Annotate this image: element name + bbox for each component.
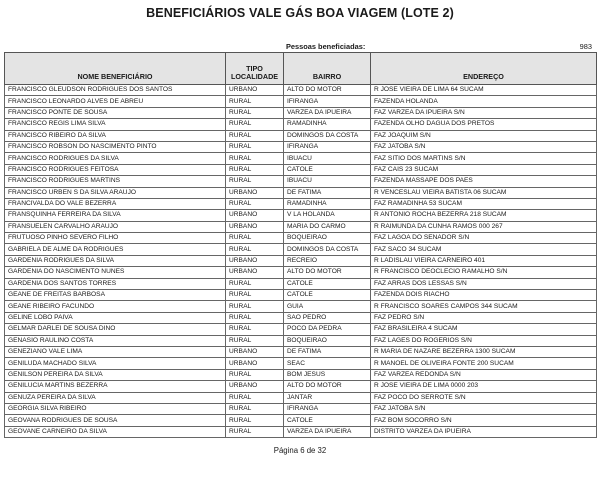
cell-bairro: POCO DA PEDRA (284, 324, 371, 335)
cell-nome: FRANCIVALDA DO VALE BEZERRA (5, 198, 226, 209)
cell-endereco: FAZ PEDRO S/N (371, 312, 597, 323)
cell-endereco: FAZ JATOBA S/N (371, 403, 597, 414)
cell-nome: FRANCISCO PONTE DE SOUSA (5, 107, 226, 118)
cell-nome: FRANCISCO GLEUDSON RODRIGUES DOS SANTOS (5, 85, 226, 96)
table-row (5, 85, 597, 96)
table-row (5, 346, 597, 357)
cell-tipo-localidade: RURAL (226, 153, 284, 164)
cell-tipo-localidade: RURAL (226, 335, 284, 346)
cell-bairro: RECREIO (284, 255, 371, 266)
cell-tipo-localidade: URBANO (226, 358, 284, 369)
table-row (5, 141, 597, 152)
cell-endereco: FAZ RAMADINHA 53 SUCAM (371, 198, 597, 209)
cell-nome: GARDENIA DOS SANTOS TORRES (5, 278, 226, 289)
cell-nome: GENILUCIA MARTINS BEZERRA (5, 381, 226, 392)
cell-nome: FRANCISCO RIBEIRO DA SILVA (5, 130, 226, 141)
cell-nome: FRANCISCO RODRIGUES MARTINS (5, 176, 226, 187)
cell-endereco: FAZENDA OLHO DAGUA DOS PRETOS (371, 119, 597, 130)
header-bairro: BAIRRO (284, 53, 371, 85)
cell-endereco: FAZ LAGES DO ROGERIOS S/N (371, 335, 597, 346)
cell-endereco: FAZENDA HOLANDA (371, 96, 597, 107)
cell-endereco: R VENCESLAU VIEIRA BATISTA 06 SUCAM (371, 187, 597, 198)
cell-tipo-localidade: URBANO (226, 210, 284, 221)
cell-endereco: R JOSE VIEIRA DE LIMA 64 SUCAM (371, 85, 597, 96)
cell-bairro: VARZEA DA IPUEIRA (284, 426, 371, 437)
table-row (5, 290, 597, 301)
cell-tipo-localidade: RURAL (226, 403, 284, 414)
beneficiaries-count-value: 983 (579, 42, 592, 51)
cell-tipo-localidade: RURAL (226, 278, 284, 289)
cell-bairro: IBUACU (284, 153, 371, 164)
cell-bairro: BOQUEIRAO (284, 233, 371, 244)
table-row (5, 381, 597, 392)
table-row (5, 426, 597, 437)
table-row (5, 119, 597, 130)
cell-endereco: FAZ JOAQUIM S/N (371, 130, 597, 141)
cell-endereco: FAZ BOM SOCORRO S/N (371, 415, 597, 426)
cell-bairro: IFIRANGA (284, 96, 371, 107)
cell-endereco: DISTRITO VARZEA DA IPUEIRA (371, 426, 597, 437)
page-number: Página 6 de 32 (273, 446, 327, 455)
cell-tipo-localidade: URBANO (226, 187, 284, 198)
table-row (5, 301, 597, 312)
cell-endereco: FAZ CAIS 23 SUCAM (371, 164, 597, 175)
cell-bairro: ALTO DO MOTOR (284, 85, 371, 96)
cell-tipo-localidade: RURAL (226, 324, 284, 335)
cell-tipo-localidade: RURAL (226, 290, 284, 301)
cell-endereco: FAZ VARZEA REDONDA S/N (371, 369, 597, 380)
cell-endereco: R FRANCISCO DEOCLECIO RAMALHO S/N (371, 267, 597, 278)
cell-bairro: MARIA DO CARMO (284, 221, 371, 232)
cell-tipo-localidade: RURAL (226, 107, 284, 118)
cell-tipo-localidade: RURAL (226, 369, 284, 380)
cell-bairro: DOMINGOS DA COSTA (284, 130, 371, 141)
cell-bairro: RAMADINHA (284, 119, 371, 130)
cell-endereco: R LADISLAU VIEIRA CARNEIRO 401 (371, 255, 597, 266)
cell-bairro: GUIA (284, 301, 371, 312)
beneficiaries-table (4, 52, 597, 438)
cell-tipo-localidade: RURAL (226, 130, 284, 141)
table-row (5, 130, 597, 141)
cell-nome: FRANCISCO REGIS LIMA SILVA (5, 119, 226, 130)
cell-endereco: FAZ LAGOA DO SENADOR S/N (371, 233, 597, 244)
table-row (5, 369, 597, 380)
cell-tipo-localidade: URBANO (226, 267, 284, 278)
cell-tipo-localidade: RURAL (226, 301, 284, 312)
cell-bairro: IFIRANGA (284, 141, 371, 152)
table-row (5, 267, 597, 278)
cell-tipo-localidade: RURAL (226, 119, 284, 130)
header-tipo-localidade: TIPO LOCALIDADE (226, 53, 284, 85)
cell-bairro: CATOLE (284, 415, 371, 426)
table-row (5, 187, 597, 198)
cell-endereco: R FRANCISCO SOARES CAMPOS 344 SUCAM (371, 301, 597, 312)
cell-endereco: FAZ VARZEA DA IPUEIRA S/N (371, 107, 597, 118)
table-row (5, 244, 597, 255)
cell-endereco: R MARIA DE NAZARE BEZERRA 1300 SUCAM (371, 346, 597, 357)
cell-bairro: SEAC (284, 358, 371, 369)
cell-tipo-localidade: RURAL (226, 233, 284, 244)
header-nome: NOME BENEFICIÁRIO (5, 53, 226, 85)
cell-bairro: IFIRANGA (284, 403, 371, 414)
cell-bairro: CATOLE (284, 278, 371, 289)
cell-nome: FRANSQUINHA FERREIRA DA SILVA (5, 210, 226, 221)
cell-bairro: BOM JESUS (284, 369, 371, 380)
cell-endereco: R JOSE VIEIRA DE LIMA 0000 203 (371, 381, 597, 392)
cell-tipo-localidade: RURAL (226, 141, 284, 152)
cell-nome: GEANE RIBEIRO FACUNDO (5, 301, 226, 312)
cell-nome: FRANCISCO RODRIGUES DA SILVA (5, 153, 226, 164)
header-endereco: ENDEREÇO (371, 53, 597, 85)
table-row (5, 392, 597, 403)
cell-endereco: FAZ JATOBA S/N (371, 141, 597, 152)
cell-bairro: V LA HOLANDA (284, 210, 371, 221)
cell-endereco: FAZ ARRAS DOS LESSAS S/N (371, 278, 597, 289)
cell-tipo-localidade: RURAL (226, 198, 284, 209)
cell-nome: GEORGIA SILVA RIBEIRO (5, 403, 226, 414)
table-row (5, 221, 597, 232)
cell-endereco: FAZ SACO 34 SUCAM (371, 244, 597, 255)
table-row (5, 210, 597, 221)
cell-nome: FRANCISCO URBEN S DA SILVA ARAUJO (5, 187, 226, 198)
cell-nome: GENEZIANO VALE LIMA (5, 346, 226, 357)
cell-bairro: BOQUEIRAO (284, 335, 371, 346)
cell-bairro: RAMADINHA (284, 198, 371, 209)
table-row (5, 153, 597, 164)
table-row (5, 96, 597, 107)
beneficiaries-count-label: Pessoas beneficiadas: (286, 42, 366, 51)
cell-tipo-localidade: URBANO (226, 85, 284, 96)
table-row (5, 335, 597, 346)
cell-nome: GENUZA PEREIRA DA SILVA (5, 392, 226, 403)
cell-bairro: IBUACU (284, 176, 371, 187)
cell-nome: GARDENIA RODRIGUES DA SILVA (5, 255, 226, 266)
table-row (5, 324, 597, 335)
table-row (5, 312, 597, 323)
cell-endereco: FAZENDA DOIS RIACHO (371, 290, 597, 301)
cell-tipo-localidade: RURAL (226, 96, 284, 107)
cell-tipo-localidade: RURAL (226, 164, 284, 175)
cell-endereco: R ANTONIO ROCHA BEZERRA 218 SUCAM (371, 210, 597, 221)
cell-endereco: R MANOEL DE OLIVEIRA FONTE 200 SUCAM (371, 358, 597, 369)
cell-bairro: VARZEA DA IPUEIRA (284, 107, 371, 118)
cell-tipo-localidade: RURAL (226, 312, 284, 323)
cell-tipo-localidade: RURAL (226, 176, 284, 187)
cell-bairro: DE FATIMA (284, 346, 371, 357)
table-row (5, 403, 597, 414)
table-row (5, 233, 597, 244)
cell-nome: FRANCISCO RODRIGUES FEITOSA (5, 164, 226, 175)
cell-tipo-localidade: URBANO (226, 255, 284, 266)
cell-bairro: CATOLE (284, 290, 371, 301)
cell-nome: FRANSUELEN CARVALHO ARAUJO (5, 221, 226, 232)
cell-nome: GENASIO RAULINO COSTA (5, 335, 226, 346)
cell-nome: GELMAR DARLEI DE SOUSA DINO (5, 324, 226, 335)
cell-endereco: FAZENDA MASSAPE DOS PAES (371, 176, 597, 187)
cell-bairro: DOMINGOS DA COSTA (284, 244, 371, 255)
cell-nome: GENILUDA MACHADO SILVA (5, 358, 226, 369)
document-title: BENEFICIÁRIOS VALE GÁS BOA VIAGEM (LOTE 2) (146, 6, 454, 20)
cell-bairro: SAO PEDRO (284, 312, 371, 323)
cell-bairro: JANTAR (284, 392, 371, 403)
cell-endereco: FAZ POCO DO SERROTE S/N (371, 392, 597, 403)
cell-tipo-localidade: RURAL (226, 426, 284, 437)
cell-nome: GEANE DE FREITAS BARBOSA (5, 290, 226, 301)
cell-bairro: ALTO DO MOTOR (284, 381, 371, 392)
cell-nome: FRANCISCO ROBSON DO NASCIMENTO PINTO (5, 141, 226, 152)
cell-nome: GEOVANA RODRIGUES DE SOUSA (5, 415, 226, 426)
table-row (5, 415, 597, 426)
cell-nome: GABRIELA DE ALME DA RODRIGUES (5, 244, 226, 255)
cell-tipo-localidade: URBANO (226, 346, 284, 357)
cell-endereco: FAZ BRASILEIRA 4 SUCAM (371, 324, 597, 335)
cell-bairro: ALTO DO MOTOR (284, 267, 371, 278)
cell-bairro: CATOLE (284, 164, 371, 175)
table-row (5, 164, 597, 175)
cell-nome: GARDENIA DO NASCIMENTO NUNES (5, 267, 226, 278)
table-row (5, 176, 597, 187)
cell-endereco: R RAIMUNDA DA CUNHA RAMOS 000 267 (371, 221, 597, 232)
cell-tipo-localidade: RURAL (226, 244, 284, 255)
cell-tipo-localidade: URBANO (226, 381, 284, 392)
table-row (5, 198, 597, 209)
cell-endereco: FAZ SITIO DOS MARTINS S/N (371, 153, 597, 164)
table-row (5, 107, 597, 118)
cell-nome: FRANCISCO LEONARDO ALVES DE ABREU (5, 96, 226, 107)
table-row (5, 358, 597, 369)
cell-nome: GENILSON PEREIRA DA SILVA (5, 369, 226, 380)
cell-nome: FRUTUOSO PINHO SEVERO FILHO (5, 233, 226, 244)
cell-tipo-localidade: RURAL (226, 392, 284, 403)
cell-tipo-localidade: RURAL (226, 415, 284, 426)
cell-tipo-localidade: URBANO (226, 221, 284, 232)
table-header-row (5, 53, 597, 85)
cell-bairro: DE FATIMA (284, 187, 371, 198)
table-row (5, 255, 597, 266)
table-row (5, 278, 597, 289)
cell-nome: GELINE LOBO PAIVA (5, 312, 226, 323)
cell-nome: GEOVANE CARNEIRO DA SILVA (5, 426, 226, 437)
